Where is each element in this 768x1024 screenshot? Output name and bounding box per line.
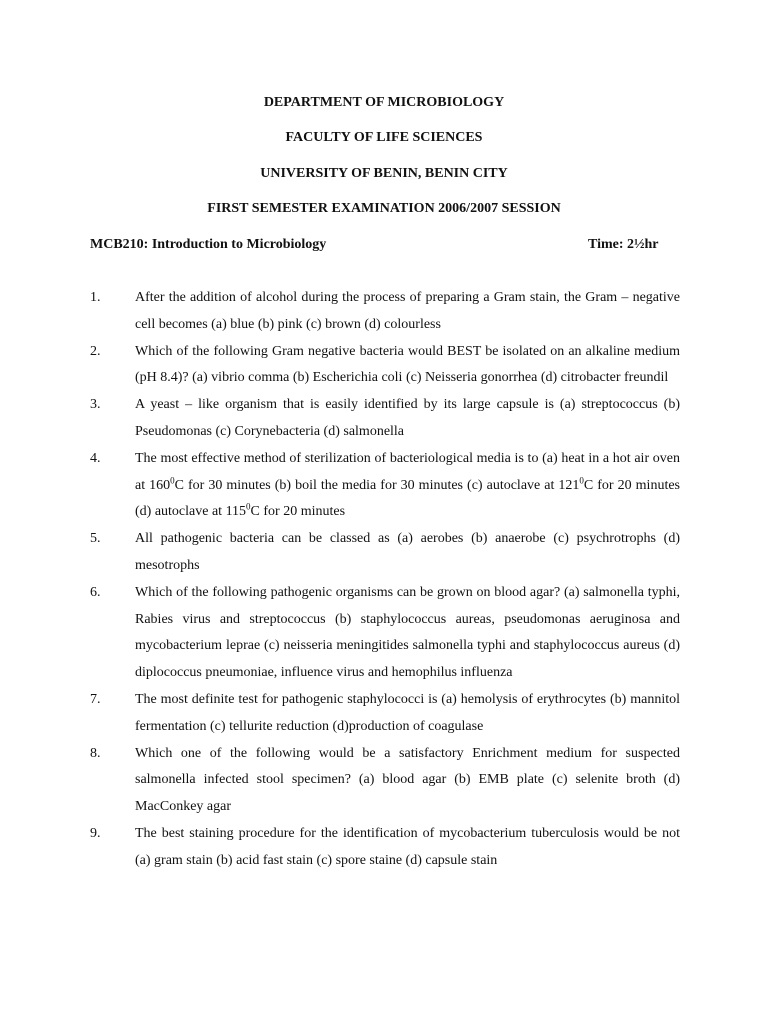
department-heading: DEPARTMENT OF MICROBIOLOGY [263,95,505,110]
question-text: Which one of the following would be a satisfactory Enrichment medium for suspected salmonella infected stool specimen? (a) blood agar (b) EMB plate (c) selenite broth (d) MacConkey agar [135,745,680,815]
course-title: MCB210: Introduction to Microbiology [90,237,327,252]
question-text-part: C for 20 minutes [250,504,346,520]
question-number: 8. [90,745,101,761]
question-item [90,741,680,821]
question-text: Which of the following Gram negative bacteria would BEST be isolated on an alkaline medium (pH 8.4)? (a) vibrio comma (b) Escherichia coli (c) Neisseria gonorrhea (d) citrobacter freundil [135,343,680,386]
degree-superscript: 0 [170,474,175,485]
question-text: All pathogenic bacteria can be classed as (a) aerobes (b) anaerobe (c) psychrotrophs (d) mesotrophs [135,531,680,573]
question-text [135,446,680,526]
question-text: After the addition of alcohol during the process of preparing a Gram stain, the Gram – negative cell becomes (a) blue (b) pink (c) brown (d) colourless [135,290,680,332]
question-number: 6. [90,584,101,600]
faculty-heading: FACULTY OF LIFE SCIENCES [285,130,483,145]
course-row [90,236,690,254]
question-item [90,687,680,741]
question-item [90,339,680,393]
question-number: 1. [90,290,101,305]
question-number: 3. [90,397,101,413]
exam-duration: Time: 2½hr [588,237,659,252]
question-item [90,446,680,526]
question-number: 5. [90,531,101,547]
question-text-part: C for 20 minutes (d) autoclave at 115 [135,477,680,520]
question-number: 7. [90,691,101,707]
question-item [90,285,680,339]
question-number: 9. [90,825,101,841]
question-number: 2. [90,343,101,359]
question-item [90,580,680,687]
question-item [90,526,680,580]
exam-heading: FIRST SEMESTER EXAMINATION 2006/2007 SESSION [207,201,561,216]
question-text: The best staining procedure for the identification of mycobacterium tuberculosis would be not (a) gram stain (b) acid fast stain (c) spore staine (d) capsule stain [135,825,680,868]
question-text-part: The most effective method of sterilization of bacteriological media is to (a) heat in a hot air oven at 160 [135,450,680,493]
degree-superscript: 0 [246,501,251,512]
question-text: Which of the following pathogenic organisms can be grown on blood agar? (a) salmonella typhi, Rabies virus and streptococcus (b) staphylococcus aureas, pseudomonas aeruginosa and mycobacterium leprae (c) neisseria meningitides salmonella typhi and staphylococcus aureus (d) diplococcus pneumoniae, influence virus and hemophilus influenza [135,584,680,681]
question-text: The most definite test for pathogenic staphylococci is (a) hemolysis of erythrocytes (b) mannitol fermentation (c) tellurite reduction (d)production of coagulase [135,691,680,734]
question-number: 4. [90,450,101,466]
question-item [90,392,680,446]
question-text: A yeast – like organism that is easily identified by its large capsule is (a) streptococcus (b) Pseudomonas (c) Corynebacteria (d) salmonella [135,397,680,439]
question-text-part: C for 30 minutes (b) boil the media for 30 minutes (c) autoclave at 121 [174,477,580,493]
degree-superscript: 0 [579,474,584,485]
university-heading: UNIVERSITY OF BENIN, BENIN CITY [260,166,508,181]
question-item [90,821,680,875]
question-list [90,285,680,875]
